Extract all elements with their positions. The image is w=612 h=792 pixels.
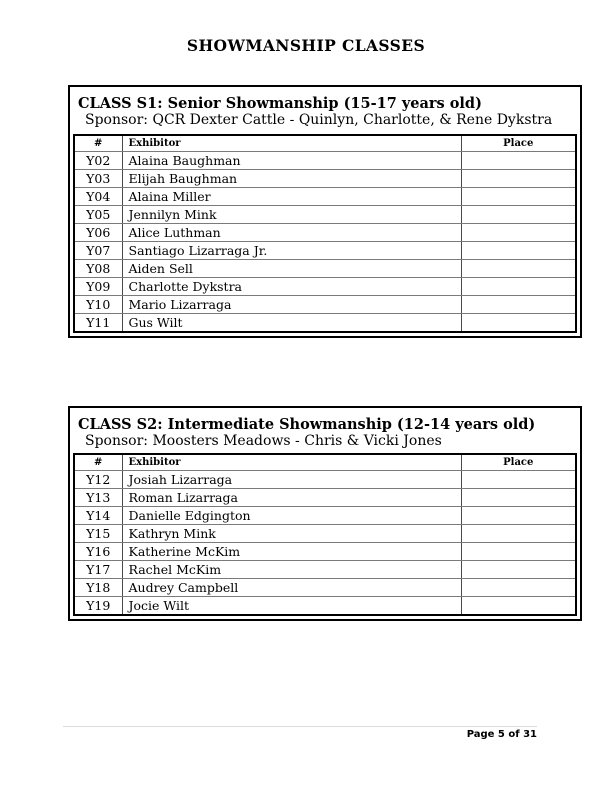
exhibitor-number-cell: Y05	[74, 206, 122, 224]
exhibitor-number-cell: Y07	[74, 242, 122, 260]
exhibitor-number-cell: Y17	[74, 561, 122, 579]
exhibitor-number-cell: Y12	[74, 471, 122, 489]
column-header-exhibitor: Exhibitor	[122, 135, 461, 152]
place-cell	[461, 242, 576, 260]
place-cell	[461, 489, 576, 507]
exhibitor-number-cell: Y03	[74, 170, 122, 188]
table-row	[74, 152, 576, 170]
exhibitor-number-cell: Y08	[74, 260, 122, 278]
column-header-exhibitor: Exhibitor	[122, 454, 461, 471]
table-row	[74, 188, 576, 206]
table-row	[74, 278, 576, 296]
exhibitor-number-cell: Y16	[74, 543, 122, 561]
exhibitor-name-cell: Alaina Miller	[122, 188, 461, 206]
class-s1-title: CLASS S1: Senior Showmanship (15-17 years old)	[78, 95, 482, 112]
place-cell	[461, 260, 576, 278]
column-header-place: Place	[461, 135, 576, 152]
exhibitor-name-cell: Mario Lizarraga	[122, 296, 461, 314]
exhibitor-name-cell: Kathryn Mink	[122, 525, 461, 543]
table-row	[74, 597, 576, 616]
table-row	[74, 507, 576, 525]
exhibitor-number-cell: Y09	[74, 278, 122, 296]
table-row	[74, 314, 576, 333]
table-header-row	[74, 135, 576, 152]
column-header-number: #	[74, 135, 122, 152]
table-row	[74, 525, 576, 543]
place-cell	[461, 152, 576, 170]
place-cell	[461, 224, 576, 242]
class-s2-sponsor: Sponsor: Moosters Meadows - Chris & Vicki Jones	[85, 433, 442, 449]
place-cell	[461, 561, 576, 579]
exhibitor-name-cell: Charlotte Dykstra	[122, 278, 461, 296]
place-cell	[461, 597, 576, 616]
footer-divider	[63, 726, 537, 727]
table-row	[74, 471, 576, 489]
exhibitor-number-cell: Y02	[74, 152, 122, 170]
exhibitor-name-cell: Roman Lizarraga	[122, 489, 461, 507]
table-row	[74, 206, 576, 224]
table-row	[74, 489, 576, 507]
place-cell	[461, 525, 576, 543]
page-title: SHOWMANSHIP CLASSES	[186, 36, 426, 55]
exhibitor-number-cell: Y06	[74, 224, 122, 242]
table-row	[74, 543, 576, 561]
table-row	[74, 579, 576, 597]
exhibitor-name-cell: Gus Wilt	[122, 314, 461, 333]
place-cell	[461, 543, 576, 561]
table-row	[74, 561, 576, 579]
place-cell	[461, 507, 576, 525]
class-s1-sponsor: Sponsor: QCR Dexter Cattle - Quinlyn, Charlotte, & Rene Dykstra	[85, 112, 553, 128]
place-cell	[461, 188, 576, 206]
exhibitor-name-cell: Jennilyn Mink	[122, 206, 461, 224]
exhibitor-number-cell: Y18	[74, 579, 122, 597]
place-cell	[461, 296, 576, 314]
exhibitor-name-cell: Santiago Lizarraga Jr.	[122, 242, 461, 260]
exhibitor-name-cell: Alaina Baughman	[122, 152, 461, 170]
exhibitor-number-cell: Y04	[74, 188, 122, 206]
place-cell	[461, 278, 576, 296]
roster-table-s1	[73, 134, 577, 333]
table-row	[74, 170, 576, 188]
place-cell	[461, 314, 576, 333]
exhibitor-name-cell: Jocie Wilt	[122, 597, 461, 616]
exhibitor-number-cell: Y19	[74, 597, 122, 616]
exhibitor-name-cell: Rachel McKim	[122, 561, 461, 579]
exhibitor-name-cell: Alice Luthman	[122, 224, 461, 242]
table-row	[74, 224, 576, 242]
exhibitor-number-cell: Y10	[74, 296, 122, 314]
place-cell	[461, 206, 576, 224]
column-header-place: Place	[461, 454, 576, 471]
table-header-row	[74, 454, 576, 471]
place-cell	[461, 471, 576, 489]
class-section-s1	[68, 85, 582, 338]
place-cell	[461, 170, 576, 188]
table-row	[74, 260, 576, 278]
exhibitor-name-cell: Katherine McKim	[122, 543, 461, 561]
table-row	[74, 242, 576, 260]
exhibitor-name-cell: Audrey Campbell	[122, 579, 461, 597]
class-section-s2	[68, 406, 582, 621]
exhibitor-number-cell: Y11	[74, 314, 122, 333]
exhibitor-number-cell: Y15	[74, 525, 122, 543]
place-cell	[461, 579, 576, 597]
class-s2-title: CLASS S2: Intermediate Showmanship (12-14 years old)	[78, 416, 536, 433]
roster-table-s2	[73, 453, 577, 616]
exhibitor-name-cell: Danielle Edgington	[122, 507, 461, 525]
exhibitor-number-cell: Y14	[74, 507, 122, 525]
exhibitor-name-cell: Aiden Sell	[122, 260, 461, 278]
page-number-label: Page 5 of 31	[466, 729, 537, 740]
table-row	[74, 296, 576, 314]
exhibitor-name-cell: Elijah Baughman	[122, 170, 461, 188]
exhibitor-number-cell: Y13	[74, 489, 122, 507]
column-header-number: #	[74, 454, 122, 471]
exhibitor-name-cell: Josiah Lizarraga	[122, 471, 461, 489]
